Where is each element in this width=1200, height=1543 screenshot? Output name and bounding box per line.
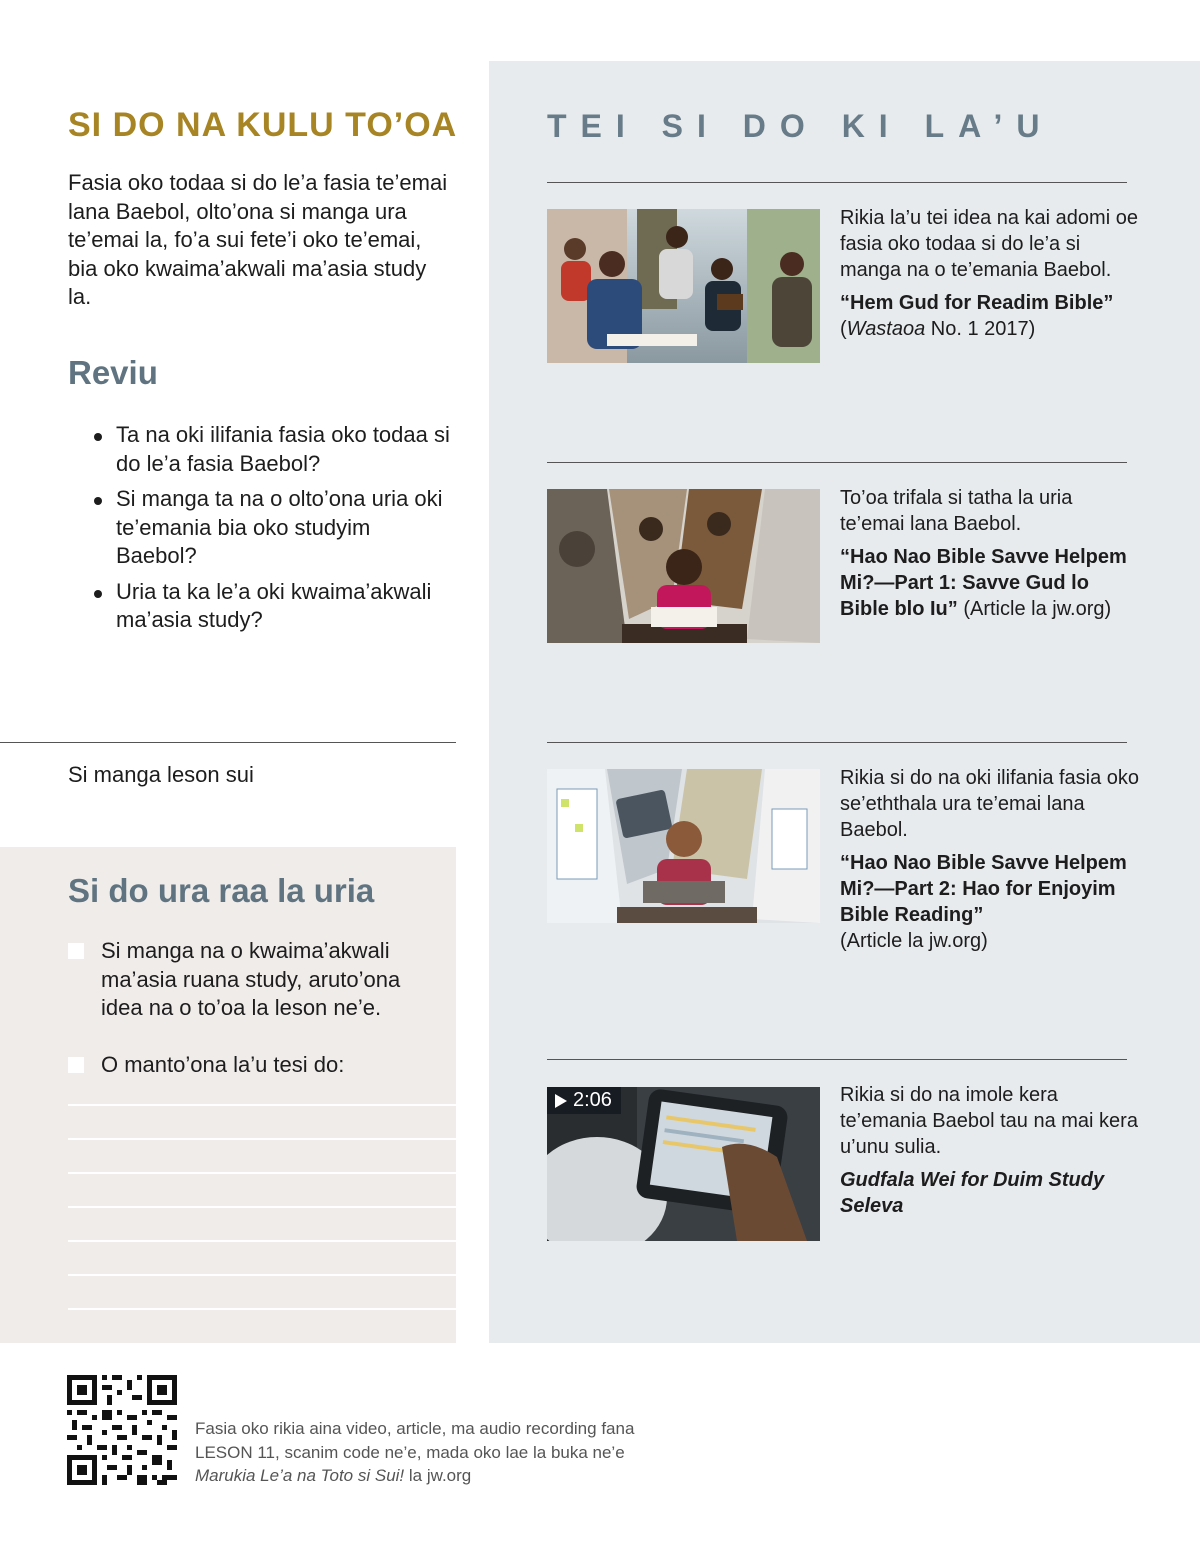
resource-description: Rikia si do na oki ilifania fasia oko se’eththala ura te’emai lana Baebol. <box>840 767 1140 841</box>
resource-item <box>840 205 1140 342</box>
footer-line-1: Fasia oko rikia aina video, article, ma audio recording fana <box>195 1419 635 1438</box>
resource-title[interactable]: “Hem Gud for Readim Bible” <box>840 292 1114 314</box>
resource-reference[interactable] <box>840 290 1140 342</box>
book-title: Marukia Le’a na Toto si Sui! <box>195 1466 405 1485</box>
resource-title[interactable]: “Hao Nao Bible Savve Helpem Mi?—Part 1: Savve Gud lo Bible blo Iu” <box>840 546 1127 620</box>
girl-reading-bible-image[interactable] <box>547 769 820 923</box>
play-icon[interactable] <box>555 1094 567 1108</box>
resource-description: Rikia si do na imole kera te’emania Baebol tau na mai kera u’unu sulia. <box>840 1084 1138 1158</box>
item-divider <box>547 742 1127 743</box>
resource-item <box>840 485 1140 622</box>
resource-item <box>840 765 1140 954</box>
review-list <box>92 421 452 642</box>
people-reading-bible-image[interactable] <box>547 209 820 363</box>
review-question: Si manga ta na o olto’ona uria oki te’emania bia oko studyim Baebol? <box>92 485 452 571</box>
review-question: Uria ta ka le’a oki kwaima’akwali ma’asia study? <box>92 578 452 635</box>
resource-description: Rikia la’u tei idea na kai adomi oe fasia oko todaa si do le’a si manga na o te’emania Baebol. <box>840 207 1138 281</box>
writing-line[interactable] <box>68 1172 456 1174</box>
item-divider <box>547 1059 1127 1060</box>
review-title: Reviu <box>68 354 158 391</box>
summary-text: Fasia oko todaa si do le’a fasia te’emai lana Baebol, olto’ona si manga ura te’emai la, fo’a sui fete’i oko te’emai, bia oko kwaima’akwali ma’asia study la. <box>68 170 448 309</box>
try-this-panel <box>0 847 456 1343</box>
resource-reference[interactable] <box>840 1167 1140 1219</box>
tablet-study-video-thumbnail[interactable] <box>547 1087 820 1241</box>
resource-title[interactable]: “Hao Nao Bible Savve Helpem Mi?—Part 2: Hao for Enjoyim Bible Reading” <box>840 852 1127 926</box>
summary-title: SI DO NA KULU TO’OA <box>68 106 458 144</box>
task-text: O manto’ona la’u tesi do: <box>101 1052 345 1077</box>
resource-reference[interactable] <box>840 544 1140 622</box>
footer-line-3: la jw.org <box>404 1466 472 1485</box>
resource-description: To’oa trifala si tatha la uria te’emai lana Baebol. <box>840 487 1073 535</box>
task-checkbox[interactable] <box>68 1057 84 1073</box>
qr-code-icon[interactable] <box>67 1375 177 1485</box>
more-resources-title: TEI SI DO KI LA’U <box>547 108 1054 144</box>
footer-note <box>195 1417 715 1488</box>
resource-source: (Article la jw.org) <box>957 598 1112 620</box>
task-item <box>68 937 440 1023</box>
section-divider <box>0 742 456 743</box>
writing-line[interactable] <box>68 1240 456 1242</box>
task-checkbox[interactable] <box>68 943 84 959</box>
my-lessons-label: Si manga leson sui <box>68 762 254 787</box>
resource-reference[interactable] <box>840 850 1140 954</box>
video-duration: 2:06 <box>573 1089 612 1111</box>
task-item <box>68 1051 440 1080</box>
resource-source: Wastaoa <box>846 318 926 340</box>
item-divider <box>547 462 1127 463</box>
writing-line[interactable] <box>68 1206 456 1208</box>
footer-line-2: LESON 11, scanim code ne’e, mada oko lae la buka ne’e <box>195 1442 625 1462</box>
writing-line[interactable] <box>68 1274 456 1276</box>
writing-line[interactable] <box>68 1138 456 1140</box>
resource-title[interactable]: Gudfala Wei for Duim Study Seleva <box>840 1169 1105 1217</box>
resource-item <box>840 1082 1140 1219</box>
video-duration-badge <box>547 1087 621 1114</box>
review-question: Ta na oki ilifania fasia oko todaa si do le’a fasia Baebol? <box>92 421 452 478</box>
task-text: Si manga na o kwaima’akwali ma’asia ruana study, aruto’ona idea na o to’oa la leson ne’e. <box>101 938 401 1020</box>
writing-line[interactable] <box>68 1104 456 1106</box>
try-this-title: Si do ura raa la uria <box>68 872 375 909</box>
resource-source: (Article la jw.org) <box>840 930 988 952</box>
resource-source-detail: No. 1 2017) <box>925 318 1036 340</box>
item-divider <box>547 182 1127 183</box>
writing-line[interactable] <box>68 1308 456 1310</box>
reference-paren: ( <box>840 318 847 340</box>
boy-reading-bible-image[interactable] <box>547 489 820 643</box>
